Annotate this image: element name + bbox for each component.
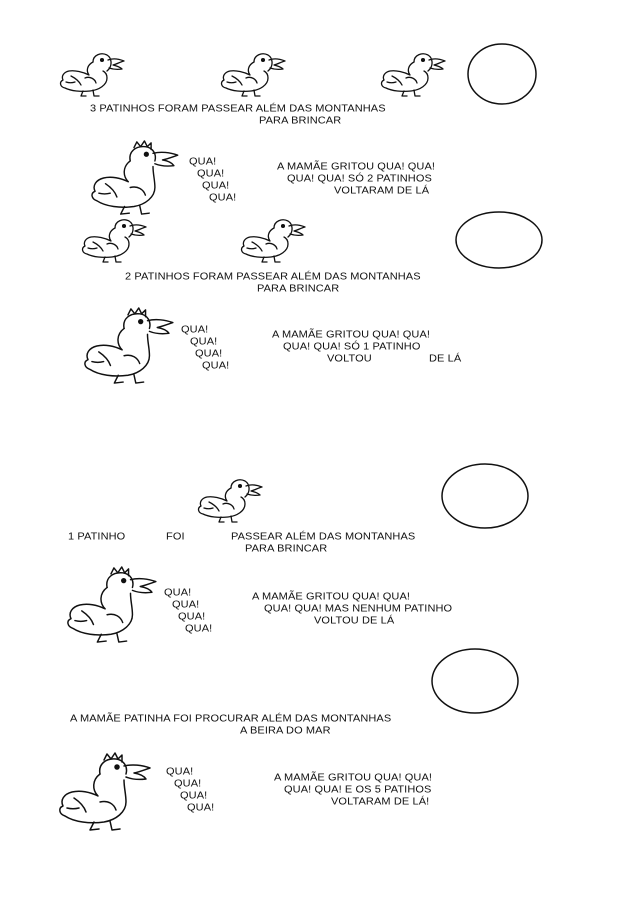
stanza-line: PARA BRINCAR — [259, 115, 342, 127]
duckling-icon — [79, 218, 149, 264]
qua-word: QUA! — [190, 336, 218, 348]
qua-word: QUA! — [172, 599, 200, 611]
reply-line: QUA! QUA! SÓ 1 PATINHO — [283, 341, 421, 353]
stanza-line: 2 PATINHOS FORAM PASSEAR ALÉM DAS MONTANHAS — [125, 271, 421, 283]
reply-line: VOLTOU — [327, 353, 372, 365]
qua-word: QUA! — [178, 611, 206, 623]
qua-word: QUA! — [180, 790, 208, 802]
stanza-line: 3 PATINHOS FORAM PASSEAR ALÉM DAS MONTANHAS — [90, 103, 386, 115]
stanza-line: PASSEAR ALÉM DAS MONTANHAS — [231, 531, 416, 543]
qua-word: QUA! — [202, 180, 230, 192]
mother-duck-icon — [54, 752, 154, 832]
mother-duck-icon — [78, 307, 178, 385]
drawing-circle[interactable] — [440, 462, 530, 530]
reply-line: A MAMÃE GRITOU QUA! QUA! — [274, 772, 433, 784]
reply-line: VOLTOU DE LÁ — [314, 615, 395, 627]
qua-word: QUA! — [209, 192, 237, 204]
qua-word: QUA! — [189, 156, 217, 168]
qua-word: QUA! — [187, 802, 215, 814]
qua-word: QUA! — [185, 623, 213, 635]
stanza-line: 1 PATINHO — [68, 531, 126, 543]
qua-word: QUA! — [166, 766, 194, 778]
reply-line: QUA! QUA! E OS 5 PATIHOS — [284, 784, 432, 796]
reply-line: A MAMÃE GRITOU QUA! QUA! — [272, 329, 431, 341]
duckling-icon — [57, 52, 127, 98]
stanza-line: PARA BRINCAR — [257, 283, 340, 295]
stanza-line: A BEIRA DO MAR — [240, 725, 331, 737]
qua-word: QUA! — [181, 324, 209, 336]
qua-word: QUA! — [174, 778, 202, 790]
reply-line: A MAMÃE GRITOU QUA! QUA! — [252, 591, 411, 603]
duckling-icon — [238, 218, 308, 264]
reply-line: VOLTARAM DE LÁ! — [331, 796, 430, 808]
qua-word: QUA! — [164, 587, 192, 599]
drawing-circle[interactable] — [466, 42, 538, 106]
qua-word: QUA! — [195, 348, 223, 360]
stanza-line: FOI — [166, 531, 185, 543]
stanza-line: A MAMÃE PATINHA FOI PROCURAR ALÉM DAS MONTANHAS — [70, 713, 392, 725]
mother-duck-icon — [86, 140, 182, 216]
duckling-icon — [195, 478, 265, 524]
reply-line: DE LÁ — [429, 353, 462, 365]
drawing-circle[interactable] — [430, 647, 520, 715]
reply-line: VOLTARAM DE LÁ — [334, 185, 430, 197]
duckling-icon — [218, 52, 288, 98]
stanza-line: PARA BRINCAR — [245, 543, 328, 555]
reply-line: QUA! QUA! MAS NENHUM PATINHO — [264, 603, 453, 615]
mother-duck-icon — [62, 566, 160, 644]
qua-word: QUA! — [197, 168, 225, 180]
drawing-circle[interactable] — [454, 210, 544, 270]
reply-line: A MAMÃE GRITOU QUA! QUA! — [277, 161, 436, 173]
qua-word: QUA! — [202, 360, 230, 372]
reply-line: QUA! QUA! SÓ 2 PATINHOS — [287, 173, 432, 185]
duckling-icon — [378, 52, 448, 98]
